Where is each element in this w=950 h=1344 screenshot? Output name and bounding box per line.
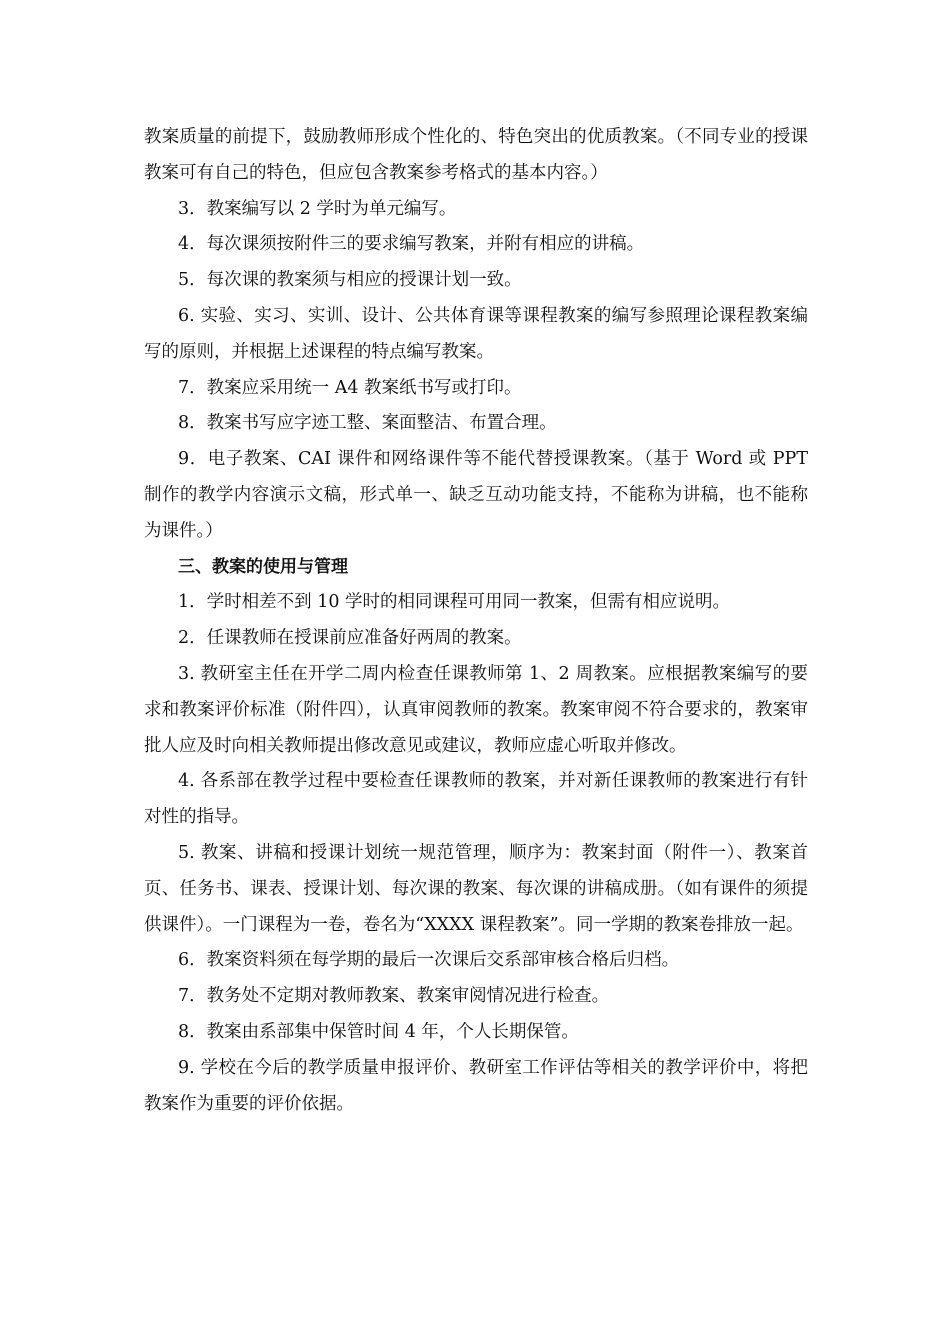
section-item-5: 5. 教案、讲稿和授课计划统一规范管理，顺序为：教案封面（附件一）、教案首页、任务书、课表、授课计划、每次课的教案、每次课的讲稿成册。（如有课件的须提供课件）。一门课程为一卷，卷名为“XXXX 课程教案”。同一学期的教案卷排放一起。 <box>144 842 808 935</box>
section-item-6: 6．教案资料须在每学期的最后一次课后交系部审核合格后归档。 <box>178 950 680 971</box>
document-body <box>144 120 808 1122</box>
paragraph-continuation: 教案质量的前提下，鼓励教师形成个性化的、特色突出的优质教案。（不同专业的授课教案可有自己的特色，但应包含教案参考格式的基本内容。） <box>144 127 808 183</box>
section-heading: 三、教案的使用与管理 <box>178 556 348 577</box>
list-item-7: 7．教案应采用统一 A4 教案纸书写或打印。 <box>178 377 522 398</box>
list-item-3: 3．教案编写以 2 学时为单元编写。 <box>178 198 457 219</box>
list-item-4: 4．每次课须按附件三的要求编写教案，并附有相应的讲稿。 <box>178 234 645 255</box>
section-item-9: 9. 学校在今后的教学质量申报评价、教研室工作评估等相关的教学评价中，将把教案作为重要的评价依据。 <box>144 1057 808 1114</box>
list-item-5: 5．每次课的教案须与相应的授课计划一致。 <box>178 270 522 291</box>
section-item-8: 8．教案由系部集中保管时间 4 年，个人长期保管。 <box>178 1021 579 1042</box>
list-item-8: 8．教案书写应字迹工整、案面整洁、布置合理。 <box>178 413 557 434</box>
list-item-6: 6. 实验、实习、实训、设计、公共体育课等课程教案的编写参照理论课程教案编写的原则，并根据上述课程的特点编写教案。 <box>144 305 808 362</box>
section-item-7: 7．教务处不定期对教师教案、教案审阅情况进行检查。 <box>178 986 610 1007</box>
list-item-9: 9．电子教案、CAI 课件和网络课件等不能代替授课教案。（基于 Word 或 PPT 制作的教学内容演示文稿，形式单一、缺乏互动功能支持，不能称为讲稿，也不能称为课件。） <box>144 449 808 541</box>
section-item-3: 3. 教研室主任在开学二周内检查任课教师第 1、2 周教案。应根据教案编写的要求和教案评价标准（附件四），认真审阅教师的教案。教案审阅不符合要求的，教案审批人应及时向相关教师提出修改意见或建议，教师应虚心听取并修改。 <box>144 663 808 756</box>
section-item-4: 4. 各系部在教学过程中要检查任课教师的教案，并对新任课教师的教案进行有针对性的指导。 <box>144 771 808 828</box>
section-item-2: 2．任课教师在授课前应准备好两周的教案。 <box>178 628 522 649</box>
section-item-1: 1．学时相差不到 10 学时的相同课程可用同一教案，但需有相应说明。 <box>178 592 731 613</box>
